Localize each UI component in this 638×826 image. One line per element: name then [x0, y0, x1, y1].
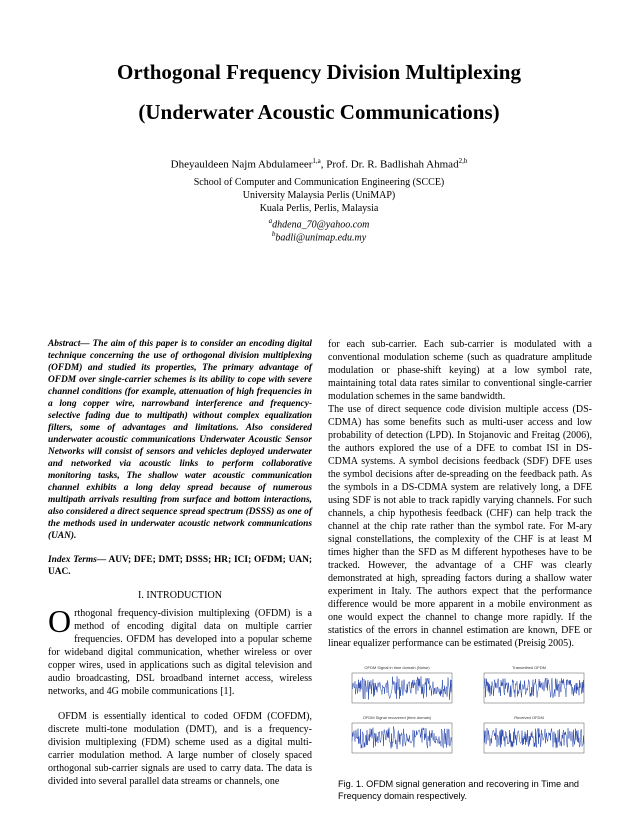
panel-title: OFDM Signal recovered (time domain) [362, 715, 432, 720]
figure-panel-received [470, 715, 588, 759]
affiliation-line-1: School of Computer and Communication Engineering (SCCE) [193, 177, 445, 188]
figure-panel-transmitted [470, 665, 588, 709]
signal-waveform [352, 676, 452, 699]
waveform-plot [470, 721, 588, 759]
panel-title: Received OFDM [514, 715, 544, 720]
author-line [0, 157, 638, 171]
author-1-sup: 1,a [312, 157, 321, 165]
paper-title-line-2: (Underwater Acoustic Communications) [138, 100, 500, 124]
intro-paragraph-1 [48, 603, 312, 698]
right-paragraph-2: The use of direct sequence code division multiple access (DS-CDMA) has some benefits such as multi-user access and low probability of detection (LPD). In Stojanovic and Freitag (2006), the authors explored the use of a DFE to combat ISI in DS-CDMA systems. A symbol decisions feedback (SDF) DFE uses the symbol decisions after de-spreading on the feedback path. As the symbols in a DS-CDMA system are relatively long, a DFE using SDF is not able to track rapidly varying channels. For such channels, a chip hypothesis feedback (CHF) can help track the channel at the chip rate rather than the symbol rate. For M-ary signal constellations, the complexity of the CHF is at least M times higher than the SFD as M different hypotheses have to be tracked. However, the advantage of a CHF was clearly demonstrated at high, spreading factors during a shallow water experiment in Italy. The authors expect that the performance difference would be more apparent in a mobile environment as one would expect the channel to change more rapidly. If the statistics of the errors in channel estimation are known, DFE or linear equalizer performance can be estimated (Preisig 2005). [328, 404, 592, 649]
figure-panel-time-recovered [338, 715, 456, 759]
left-column [48, 338, 312, 788]
email-b-sup: b [271, 230, 276, 238]
index-terms-label: Index Terms— [48, 555, 107, 565]
signal-waveform [484, 678, 584, 698]
abstract: Abstract— The aim of this paper is to consider an encoding digital technique concerning the use of orthogonal division multiplexing (OFDM) and studied its properties, The primary advantage of OFDM over single-carrier schemes is its ability to cope with severe channel conditions (for example, attenuation of high frequencies in a long copper wire, narrowband interference and frequency-selective fading due to multipath) without complex equalization filters, some of advantages and limitations. Also considered underwater acoustic communications Underwater Acoustic Sensor Networks will consist of sensors and vehicles deployed underwater and networked via acoustic links to perform collaborative monitoring tasks, The shallow water acoustic communication channel exhibits a long delay spread because of numerous multipath arrivals resulting from surface and bottom interactions, also considered a direct sequence spread spectrum (DSSS) as one of the methods used in underwater acoustic network communications (UAN). [48, 339, 312, 541]
index-terms-text: AUV; DFE; DMT; DSSS; HR; ICI; OFDM; UAN; UAC. [48, 555, 312, 577]
author-1-name: Dheyauldeen Najm Abdulameer [170, 158, 313, 171]
right-column [328, 338, 592, 650]
signal-waveform [484, 728, 584, 748]
email-a-sup: a [268, 217, 273, 225]
intro-paragraph-2: OFDM is essentially identical to coded OFDM (COFDM), discrete multi-tone modulation (DMT), and is a frequency-division multiplexing (FDM) scheme used as a digital multi-carrier modulation method. A large number of closely spaced orthogonal sub-carrier signals are used to carry data. The data is divided into several parallel data streams or channels, one [48, 711, 312, 787]
signal-waveform [352, 726, 452, 749]
index-terms [48, 554, 312, 578]
figure-caption: Fig. 1. OFDM signal generation and recovering in Time and Frequency domain respectively. [338, 779, 580, 801]
panel-title: Transmitted OFDM [512, 665, 546, 670]
figure-panel-time-noise [338, 665, 456, 709]
waveform-plot [470, 671, 588, 709]
drop-cap: O [48, 603, 72, 639]
author-2-sup: 2,b [458, 157, 468, 165]
section-heading-introduction: I. INTRODUCTION [138, 590, 222, 601]
email-b[interactable] [0, 228, 638, 244]
figure-1 [338, 663, 588, 763]
affiliation-line-2: University Malaysia Perlis (UniMAP) [242, 190, 396, 201]
panel-title: OFDM Signal in time domain (Noise) [364, 665, 430, 670]
waveform-plot [338, 671, 456, 709]
affiliation-line-3: Kuala Perlis, Perlis, Malaysia [259, 203, 379, 214]
email-b-text: badli@unimap.edu.my [275, 232, 367, 244]
waveform-plot [338, 721, 456, 759]
right-paragraph-1: for each sub-carrier. Each sub-carrier is modulated with a conventional modulation scheme (such as quadrature amplitude modulation or phase-shift keying) at a low symbol rate, maintaining total data rates similar to conventional single-carrier modulation schemes in the same bandwidth. [328, 339, 592, 402]
intro-paragraph-1-text: rthogonal frequency-division multiplexing (OFDM) is a method of encoding digital data on multiple carrier frequencies. OFDM has developed into a popular scheme for wideband digital communication, whether wireless or over copper wires, used in applications such as digital television and audio broadcasting, DSL broadband internet access, wireless networks, and 4G mobile communications [1]. [48, 608, 312, 697]
paper-title-line-1: Orthogonal Frequency Division Multiplexing [117, 60, 521, 84]
email-a-text: dhdena_70@yahoo.com [272, 219, 370, 231]
author-separator: , Prof. Dr. R. Badlishah Ahmad [320, 158, 459, 171]
